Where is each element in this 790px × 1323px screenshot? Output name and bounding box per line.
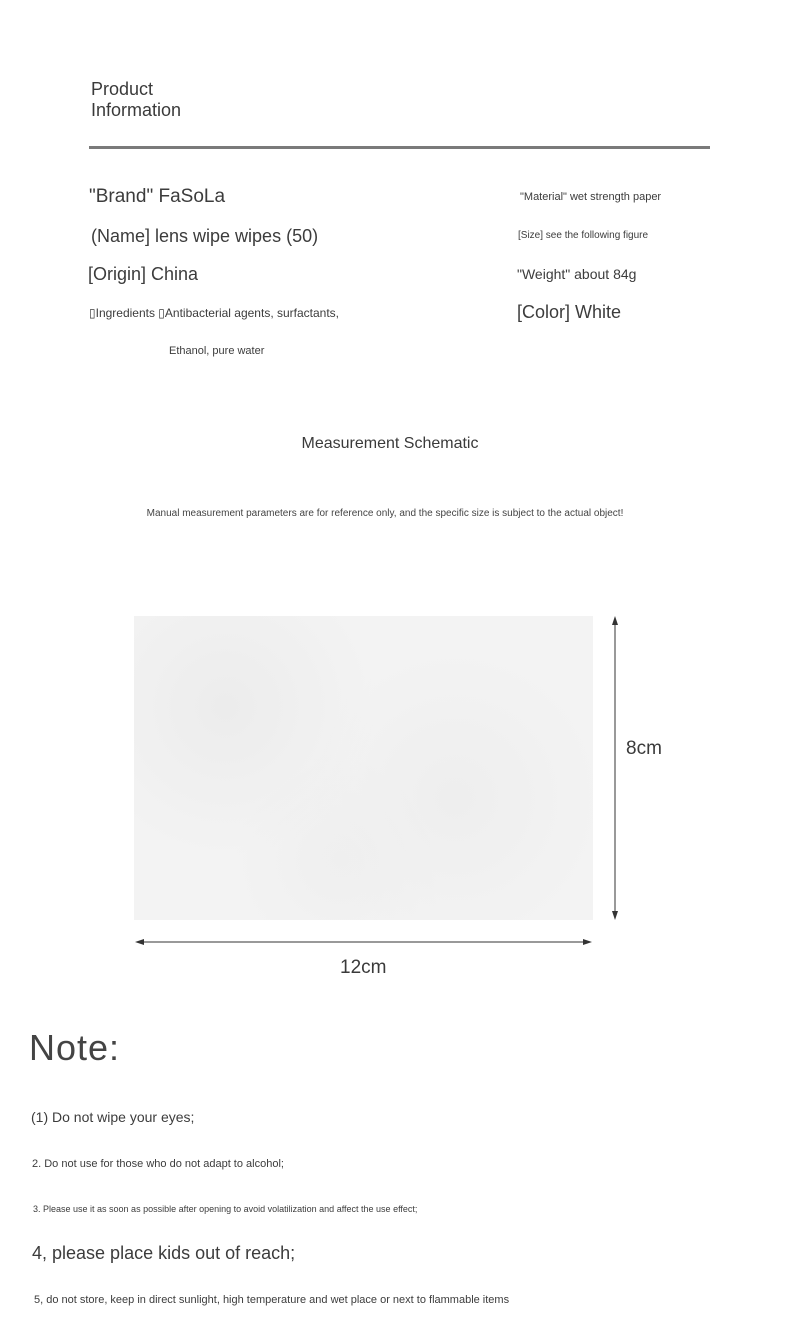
spec-origin: [Origin] China [88, 264, 199, 284]
spec-weight: "Weight" about 84g [517, 266, 637, 282]
spec-ingredients: ▯Ingredients ▯Antibacterial agents, surfactants, [89, 306, 340, 320]
note-title: Note: [29, 1027, 121, 1068]
heading-line-1: Product [91, 79, 154, 99]
schematic-title: Measurement Schematic [301, 435, 479, 452]
schematic-subtitle: Manual measurement parameters are for reference only, and the specific size is subject to the actual object! [146, 508, 624, 519]
note-item-1: (1) Do not wipe your eyes; [31, 1109, 195, 1125]
spec-size: [Size] see the following figure [518, 230, 649, 241]
spec-ingredients-continued: Ethanol, pure water [169, 345, 265, 357]
spec-color: [Color] White [517, 302, 622, 322]
width-label: 12cm [340, 957, 387, 978]
note-item-3: 3. Please use it as soon as possible after opening to avoid volatilization and affect the use effect; [33, 1204, 418, 1214]
note-item-4: 4, please place kids out of reach; [32, 1243, 296, 1263]
heading-line-2: Information [91, 100, 182, 120]
height-dimension-arrow [612, 616, 618, 920]
width-dimension-arrow [135, 939, 592, 945]
spec-brand: "Brand" FaSoLa [89, 186, 226, 207]
note-item-5: 5, do not store, keep in direct sunlight, high temperature and wet place or next to flammable items [34, 1294, 510, 1306]
height-label: 8cm [626, 738, 662, 759]
spec-name: (Name] lens wipe wipes (50) [91, 226, 319, 246]
spec-material: "Material" wet strength paper [520, 191, 662, 203]
note-item-2: 2. Do not use for those who do not adapt to alcohol; [32, 1158, 284, 1170]
